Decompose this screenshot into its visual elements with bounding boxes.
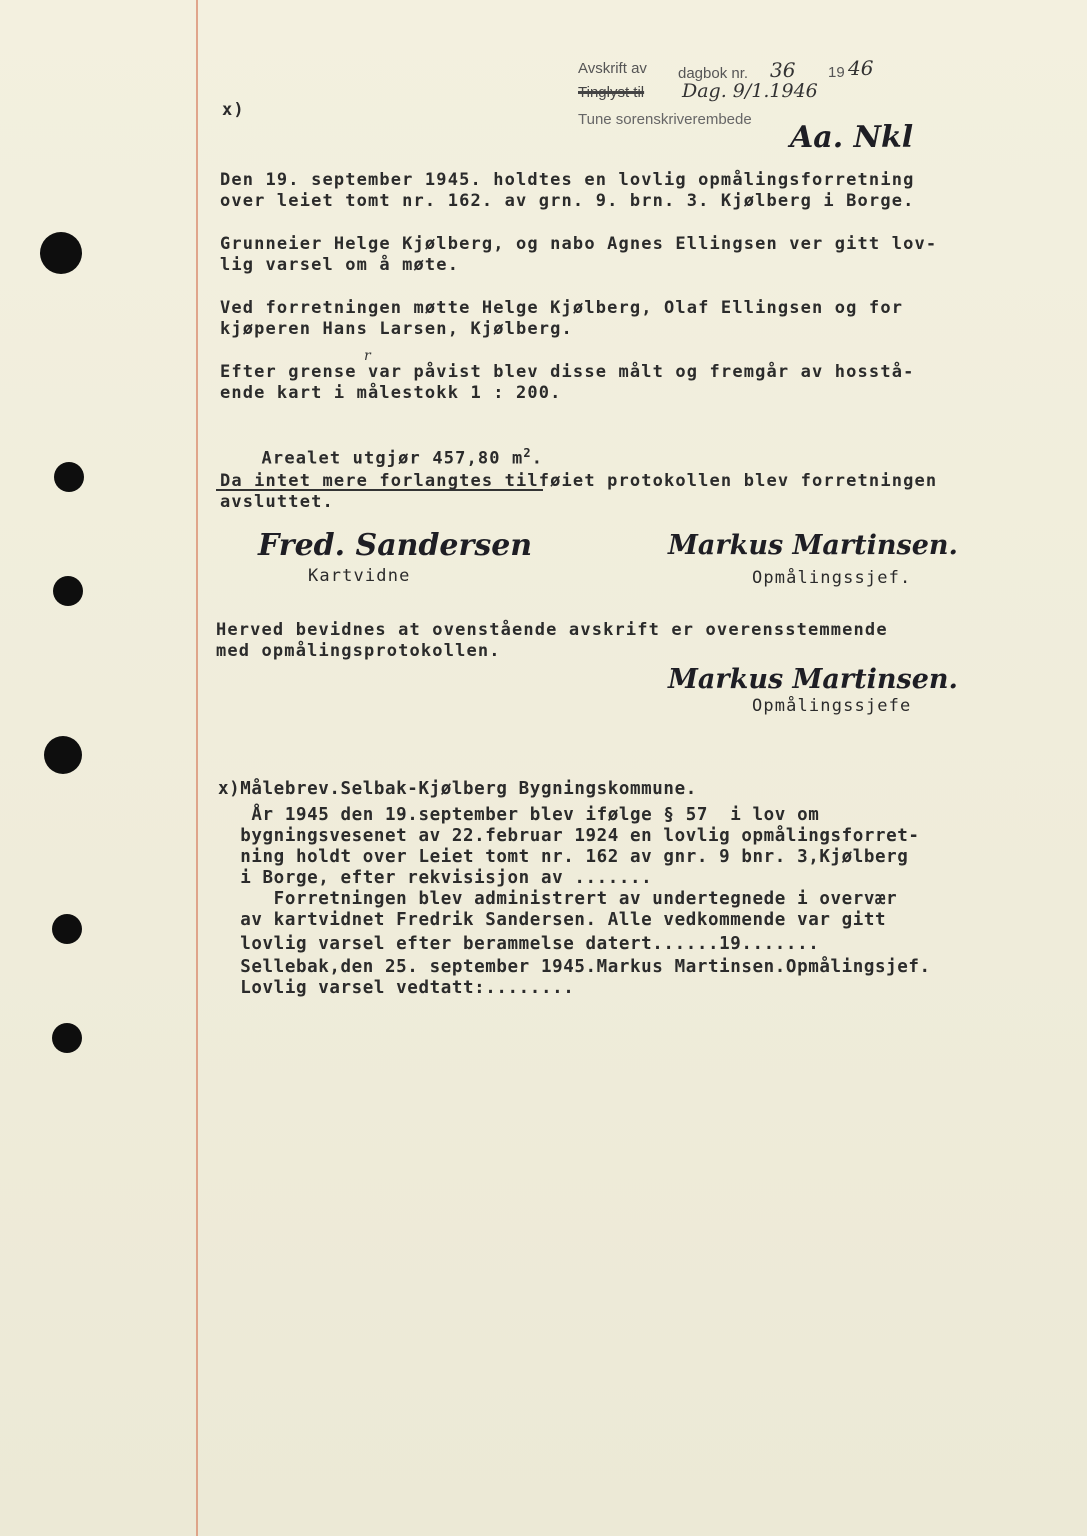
paragraph-3-line-1: Ved forretningen møtte Helge Kjølberg, Olaf Ellingsen og for	[220, 298, 904, 318]
witness-signature: Fred. Sandersen	[258, 528, 533, 563]
punch-hole	[40, 232, 82, 274]
paragraph-6-line-1: Da intet mere forlangtes tilføiet protokollen blev forretningen	[220, 471, 938, 491]
stamp-dagbok-number: 36	[770, 58, 796, 82]
footnote-line-9: Sellebak,den 25. september 1945.Markus Martinsen.Opmålingsjef.	[218, 957, 931, 977]
chief-title-2: Opmålingssjefe	[752, 696, 912, 716]
paragraph-1-line-2: over leiet tomt nr. 162. av grn. 9. brn. 3. Kjølberg i Borge.	[220, 191, 915, 211]
punch-hole	[54, 462, 84, 492]
footnote-line-6: Forretningen blev administrert av undertegnede i overvær	[218, 889, 898, 909]
stamp-year-suffix: 46	[848, 56, 874, 80]
paragraph-4-line-2: ende kart i målestokk 1 : 200.	[220, 383, 562, 403]
chief-title: Opmålingssjef.	[752, 568, 912, 588]
punch-hole	[44, 736, 82, 774]
margin-rule	[196, 0, 198, 1536]
stamp-initials-signature: Aa. Nkl	[790, 120, 914, 155]
paragraph-4-line-1: Efter grense var påvist blev disse målt og fremgår av hosstå-	[220, 362, 915, 382]
footnote-line-5: i Borge, efter rekvisisjon av .......	[218, 868, 653, 888]
paragraph-2-line-1: Grunneier Helge Kjølberg, og nabo Agnes Ellingsen ver gitt lov-	[220, 234, 938, 254]
area-end: .	[531, 448, 544, 469]
stamp-date: Dag. 9/1.1946	[682, 80, 818, 102]
footnote-line-7: av kartvidnet Fredrik Sandersen. Alle vedkommende var gitt	[218, 910, 887, 930]
stamp-struck-line: Tinglyst til	[578, 84, 645, 101]
paragraph-6-line-2: avsluttet.	[220, 492, 334, 512]
chief-signature: Markus Martinsen.	[668, 530, 958, 561]
footnote-line-10: Lovlig varsel vedtatt:........	[218, 978, 575, 998]
stamp-office: Tune sorenskriverembede	[578, 111, 752, 128]
paragraph-2-line-2: lig varsel om å møte.	[220, 255, 460, 275]
footnote-line-4: ning holdt over Leiet tomt nr. 162 av gnr. 9 bnr. 3,Kjølberg	[218, 847, 909, 867]
punch-hole	[52, 1023, 82, 1053]
punch-hole	[52, 914, 82, 944]
area-superscript: 2	[523, 446, 532, 460]
witness-title: Kartvidne	[308, 566, 411, 586]
footnote-line-2: År 1945 den 19.september blev ifølge § 57 i lov om	[218, 805, 820, 825]
footnote-line-3: bygningsvesenet av 22.februar 1924 en lovlig opmålingsforret-	[218, 826, 920, 846]
paragraph-4-insertion: r	[364, 348, 371, 364]
stamp-avskrift: Avskrift av	[578, 60, 647, 77]
paragraph-1-line-1: Den 19. september 1945. holdtes en lovlig opmålingsforretning	[220, 170, 915, 190]
chief-signature-2: Markus Martinsen.	[668, 664, 958, 695]
certification-line-2: med opmålingsprotokollen.	[216, 641, 501, 661]
paragraph-3-line-2: kjøperen Hans Larsen, Kjølberg.	[220, 319, 573, 339]
area-text: Arealet utgjør 457,80 m	[261, 448, 524, 469]
marker: x)	[222, 100, 245, 120]
certification-line-1: Herved bevidnes at ovenstående avskrift er overensstemmende	[216, 620, 888, 640]
stamp-dagbok-label: dagbok nr.	[678, 65, 749, 82]
stamp-year-prefix: 19	[828, 64, 845, 81]
punch-hole	[53, 576, 83, 606]
footnote-line-8: lovlig varsel efter berammelse datert......19.......	[218, 934, 820, 954]
footnote-line-1: x)Målebrev.Selbak-Kjølberg Bygningskommune.	[218, 779, 697, 799]
